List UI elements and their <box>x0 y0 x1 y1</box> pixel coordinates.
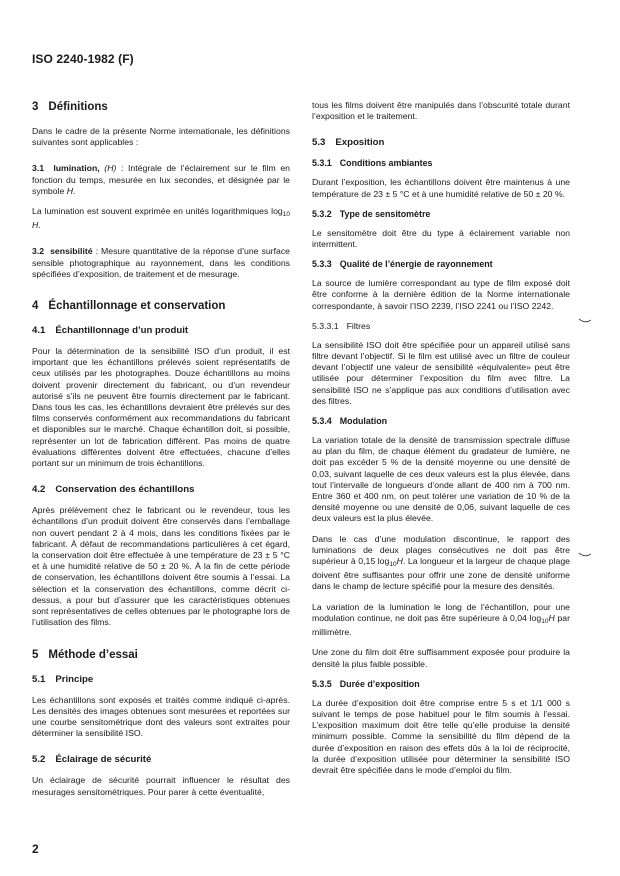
section-5-2-heading: 5.2 Éclairage de sécurité <box>32 754 152 766</box>
section-5-1-heading: 5.1 Principe <box>32 673 94 685</box>
section-5-3-1-text: Durant l’exposition, les échantillons doivent être maintenus à une température de 23 ± 5 °C et à une humidité relative de 50 ± 20 %. <box>312 177 570 199</box>
section-5-3-3-heading: 5.3.3 Qualité de l’énergie de rayonnement <box>312 259 493 270</box>
section-5-3-1-heading: 5.3.1 Conditions ambiantes <box>312 158 433 169</box>
section-5-3-5-heading: 5.3.5 Durée d’exposition <box>312 678 420 689</box>
section-5-3-heading: 5.3 Exposition <box>312 137 385 149</box>
section-5-3-3-text: La source de lumière correspondant au type de film exposé doit être conforme à la dernière édition de la Norme internationale correspondante, à savoir l’ISO 2239, l’ISO 2241 ou l’ISO 2242. <box>312 278 570 311</box>
section-5-3-4-text-1: La variation totale de la densité de transmission spectrale diffuse au plan du film, de chaque élément du gradateur de lumière, ne doit pas excéder 5 % de la densité moyenne ou une densité de 0,03, suivant laquelle de ces deux valeurs est la plus élevée, dans tout l’intervalle de longueurs d’onde allant de 400 nm à 700 nm. Entre 360 et 400 nm, on peut tolérer une variation de 10 % de la densité moyenne ou une densité de 0,06, suivant laquelle de ces deux valeurs est la plus élevée. <box>312 435 570 524</box>
margin-mark <box>578 552 592 558</box>
definition-3-1-note: La lumination est souvent exprimée en unités logarithmiques $\log_{10} H$. <box>32 206 290 231</box>
section-5-3-5-text: La durée d’exposition doit être comprise entre 5 s et 1/1 000 s suivant le temps de pose habituel pour le film soumis à l’essai. L’exposition maximum doit être telle qu’elle produise la densité minimum possible. Comme la sensibilité du film dépend de la durée d’exposition en raison des effets dûs à la loi de réciprocité, la durée d’exposition utilisée pour déterminer la sensibilité ISO devrait être spécifiée dans le mode d’emploi du film. <box>312 697 570 775</box>
document-header: ISO 2240-1982 (F) <box>32 52 134 66</box>
page-number: 2 <box>32 842 39 856</box>
section-5-3-4-text-4: Une zone du film doit être suffisamment exposée pour produire la densité la plus faible possible. <box>312 647 570 669</box>
section-5-3-2-text: Le sensitomètre doit être du type à éclairement variable non intermittent. <box>312 227 570 250</box>
section-4-2-text: Après prélèvement chez le fabricant ou le revendeur, tous les échantillons d’un produit doivent être conservés dans l’emballage non ouvert pendant 2 à 4 mois, dans les conditions fixées par le fabricant. À défaut de recommandations particulières à cet égard, la conservation doit être effectuée à une température de 23 ± 5 °C et à une humidité relative de 50 ± 20 %. À la fin de cette période de conservation, les échantillons doivent être soumis à l’essai. La sélection et la conservation des échantillons, comme décrit ci-dessus, a pour but d’assurer que les caractéristiques obtenues sont représentatives de celles obtenues par le photographe lors de l’utilisation des films. <box>32 505 290 628</box>
section-5-2-text: Un éclairage de sécurité pourrait influencer le résultat des mesurages sensitométriques. Pour parer à cette éventualité, <box>32 775 290 797</box>
section-5-1-text: Les échantillons sont exposés et traités comme indiqué ci-après. Les densités des images obtenues sont mesurées et reportées sur une courbe sensitométrique dont des valeurs sont extraites pour déterminer la sensibilité ISO. <box>32 694 290 739</box>
section-5-3-4-text-2: Dans le cas d’une modulation discontinue, le rapport des luminations de deux plages consécutives ne doit pas être supérieur à 0,15 $\log_{10}H$. La longueur et la largeur de chaque plage doivent être suffisantes pour offrir une zone de densité uniforme dans le champ de lecture spécifié pour la mesure des densités. <box>312 533 570 592</box>
section-5-2-continued: tous les films doivent être manipulés dans l’obscurité totale durant l’exposition et le traitement. <box>312 100 570 122</box>
section-4-1-text: Pour la détermination de la sensibilité ISO d’un produit, il est important que les échantillons prélevés soient représentatifs de ceux utilisés par les photographes. Douze échantillons au moins doivent provenir directement du fabricant, ou d’un revendeur autorisé s’ils ne peuvent être fournis directement par le fabricant. Dans tous les cas, les échantillons devraient être prélevés sur des films conservés conformément aux recommandations du fabricant et disponibles sur le marché. Chaque échantillon doit, si possible, représenter un lot de fabrication différent. Pas moins de quatre évaluations différentes doivent être effectuées, chacune d’elles portant sur un minimum de trois échantillons. <box>32 346 290 469</box>
section-4-1-heading: 4.1 Échantillonnage d’un produit <box>32 325 189 337</box>
definition-3-2: 3.2 sensibilité : Mesure quantitative de la réponse d’une surface sensible photographique au rayonnement, dans les conditions spécifiées d’exposition, de traitement et de mesurage. <box>32 246 290 279</box>
section-5-3-4-text-3: La variation de la lumination le long de l’échantillon, pour une modulation continue, ne doit pas être supérieure à 0,04 $\log_{10}H$ par millimètre. <box>312 601 570 638</box>
right-column <box>312 100 570 785</box>
section-4-heading: 4 Échantillonnage et conservation <box>32 300 226 313</box>
left-column <box>32 100 290 807</box>
section-5-3-2-heading: 5.3.2 Type de sensitomètre <box>312 208 431 219</box>
section-3-heading: 3 Définitions <box>32 101 108 113</box>
section-3-intro: Dans le cadre de la présente Norme internationale, les définitions suivantes sont applicables : <box>32 126 290 148</box>
section-5-3-3-1-heading: 5.3.3.1 Filtres <box>312 320 371 331</box>
section-5-heading: 5 Méthode d’essai <box>32 648 138 661</box>
section-5-3-3-1-text: La sensibilité ISO doit être spécifiée pour un appareil utilisé sans filtre devant l’objectif. Si le film est utilisé avec un filtre de couleur devant l’objectif une valeur de sensibilité «équivalente» peut être utilisée pour déterminer l’exposition du film avec filtre. La sensibilité ISO ne s’applique pas aux conditions d’utilisation avec des filtres. <box>312 339 570 406</box>
definition-3-1: 3.1 lumination, (H) : Intégrale de l’éclairement sur le film en fonction du temps, mesurée en lux secondes, et désignée par le symbole H. <box>32 163 290 196</box>
margin-mark <box>578 318 592 324</box>
section-5-3-4-heading: 5.3.4 Modulation <box>312 416 388 427</box>
section-4-2-heading: 4.2 Conservation des échantillons <box>32 484 195 496</box>
